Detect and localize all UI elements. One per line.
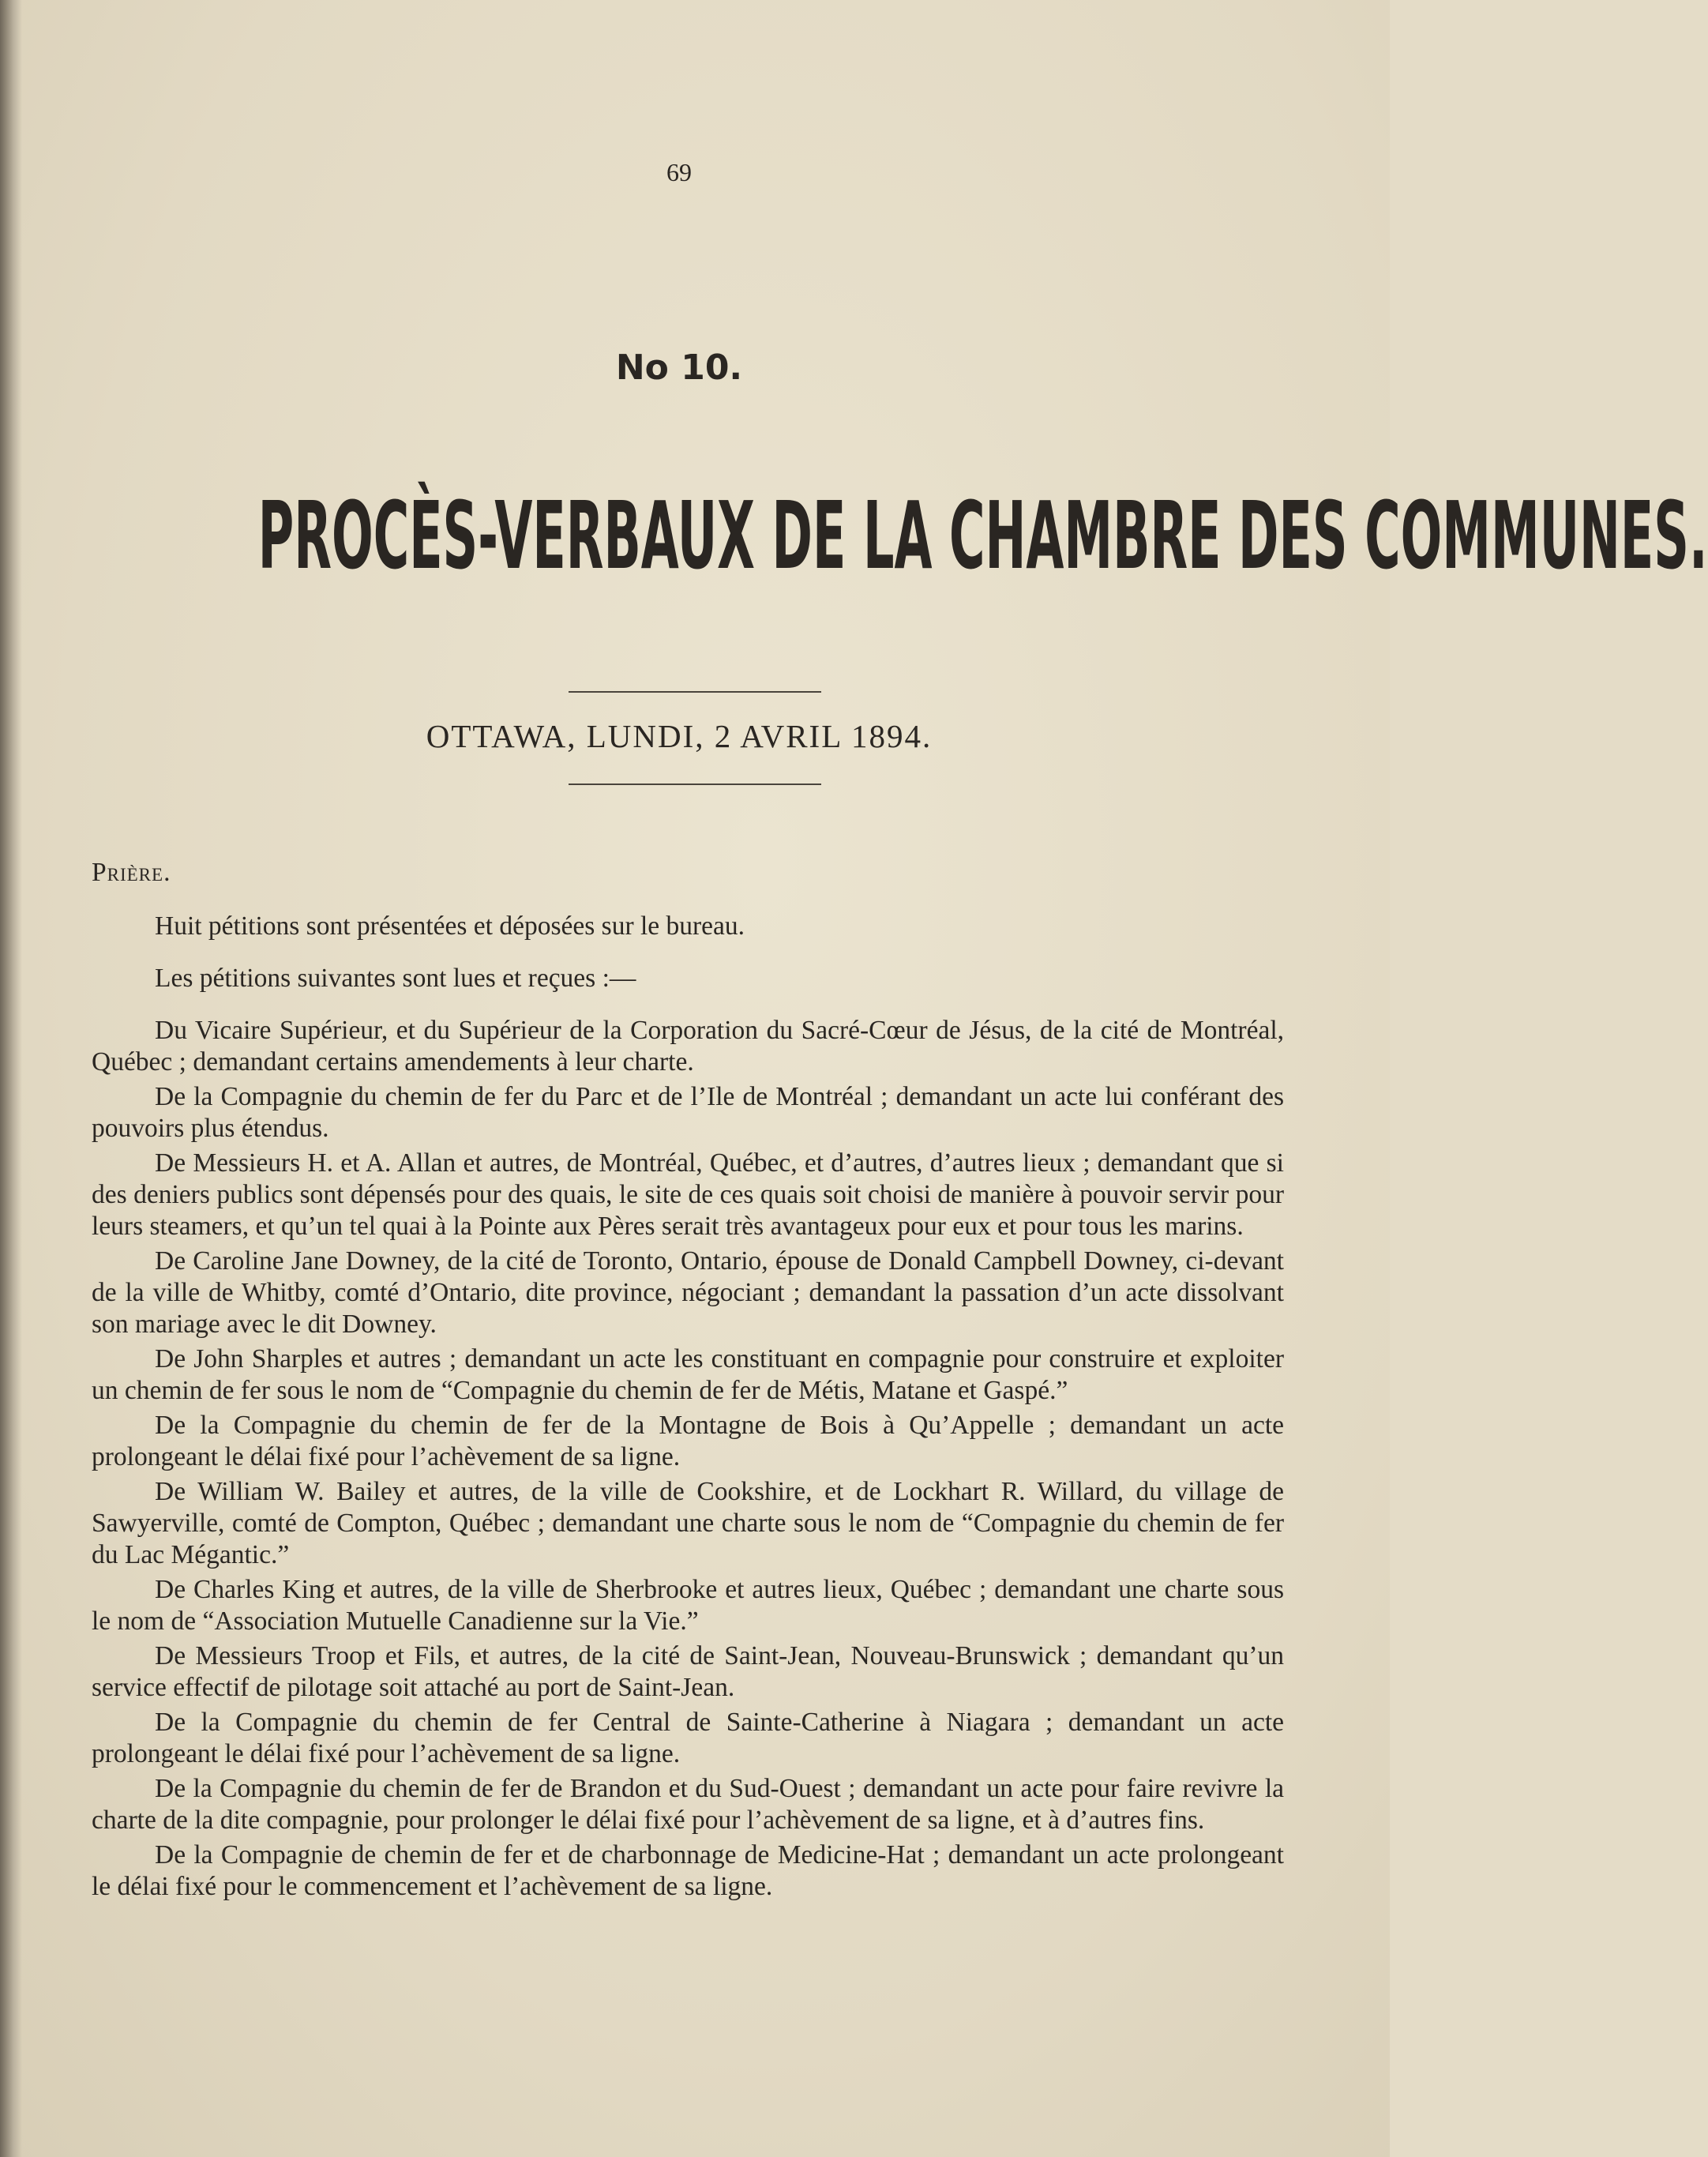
petition-paragraph: De Messieurs H. et A. Allan et autres, de Montréal, Québec, et d’autres, d’autres lieux ; demandant que si des deniers publics sont dépensés pour des quais, le site de ces quais soit choisi de manière à pouvoir servir pour leurs steamers, et qu’un tel quai à la Pointe aux Pères serait très avantageux pour eux et pour tous les marins. [92, 1148, 1284, 1241]
page-title: PROCÈS-VERBAUX DE LA CHAMBRE DES COMMUNES. [257, 481, 1708, 591]
petition-paragraph: De la Compagnie de chemin de fer et de charbonnage de Medicine-Hat ; demandant un acte prolongeant le délai fixé pour le commencement et l’achèvement de sa ligne. [92, 1840, 1284, 1901]
petition-paragraph: De la Compagnie du chemin de fer de la Montagne de Bois à Qu’Appelle ; demandant un acte prolongeant le délai fixé pour l’achèvement de sa ligne. [92, 1411, 1284, 1471]
document-number: No 10. [615, 348, 743, 388]
petition-paragraph: De la Compagnie du chemin de fer de Brandon et du Sud-Ouest ; demandant un acte pour faire revivre la charte de la dite compagnie, pour prolonger le délai fixé pour l’achèvement de sa ligne, et à d’autres fins. [92, 1774, 1284, 1835]
intro-paragraph: Les pétitions suivantes sont lues et reçues :— [155, 964, 636, 993]
divider-bottom [569, 784, 821, 785]
intro-paragraph: Huit pétitions sont présentées et déposées sur le bureau. [155, 911, 745, 941]
document-body [92, 857, 1284, 1906]
petition-paragraph: Du Vicaire Supérieur, et du Supérieur de la Corporation du Sacré-Cœur de Jésus, de la cité de Montréal, Québec ; demandant certains amendements à leur charte. [92, 1016, 1284, 1077]
petition-paragraph: De William W. Bailey et autres, de la ville de Cookshire, et de Lockhart R. Willard, du village de Sawyerville, comté de Compton, Québec ; demandant une charte sous le nom de “Compagnie du chemin de fer du Lac Mégantic.” [92, 1477, 1284, 1569]
dateline: OTTAWA, LUNDI, 2 AVRIL 1894. [426, 718, 933, 754]
page-binding-edge [0, 0, 22, 2157]
petition-paragraph: De John Sharples et autres ; demandant un acte les constituant en compagnie pour construire et exploiter un chemin de fer sous le nom de “Compagnie du chemin de fer de Métis, Matane et Gaspé.” [92, 1344, 1284, 1405]
petition-paragraph: De la Compagnie du chemin de fer du Parc et de l’Ile de Montréal ; demandant un acte lui conférant des pouvoirs plus étendus. [92, 1082, 1284, 1143]
petition-paragraph: De Charles King et autres, de la ville de Sherbrooke et autres lieux, Québec ; demandant une charte sous le nom de “Association Mutuelle Canadienne sur la Vie.” [92, 1575, 1284, 1636]
petition-paragraph: De Messieurs Troop et Fils, et autres, de la cité de Saint-Jean, Nouveau-Brunswick ; demandant qu’un service effectif de pilotage soit attaché au port de Saint-Jean. [92, 1641, 1284, 1702]
divider-top [569, 691, 821, 693]
petition-paragraph: De Caroline Jane Downey, de la cité de Toronto, Ontario, épouse de Donald Campbell Downey, ci-devant de la ville de Whitby, comté d’Ontario, dite province, négociant ; demandant la passation d’un acte dissolvant son mariage avec le dit Downey. [92, 1246, 1284, 1339]
petition-paragraph: De la Compagnie du chemin de fer Central de Sainte-Catherine à Niagara ; demandant un acte prolongeant le délai fixé pour l’achèvement de sa ligne. [92, 1708, 1284, 1768]
page-number: 69 [666, 158, 692, 186]
prayer-heading: Prière. [92, 858, 171, 887]
